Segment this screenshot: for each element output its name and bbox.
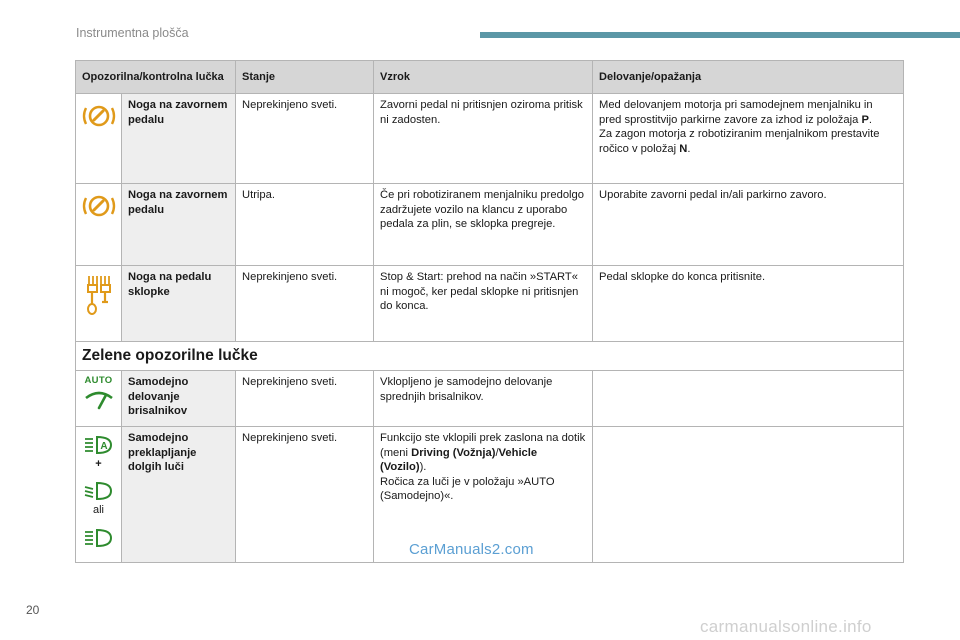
action-text: [593, 427, 904, 563]
column-header-cause: Vzrok: [374, 61, 593, 94]
page-number: 20: [26, 603, 40, 617]
state-text: Neprekinjeno sveti.: [236, 427, 374, 563]
state-text: Neprekinjeno sveti.: [236, 371, 374, 427]
footer-watermark: carmanualsonline.info: [700, 617, 872, 636]
menu-vehicle: Vehicle (Vozilo): [380, 446, 538, 474]
wiper-icon: [83, 390, 115, 410]
state-text: Utripa.: [236, 184, 374, 266]
low-beam-icon: [83, 481, 115, 501]
menu-slash: /: [495, 446, 499, 459]
icon-cell: [76, 184, 122, 266]
cause-line-3: Ročica za luči je v položaju »AUTO (Samodejno)«.: [380, 475, 555, 503]
cause-text: Zavorni pedal ni pritisnjen oziroma pritisk ni zadosten.: [374, 94, 593, 184]
icon-cell: [76, 371, 122, 427]
icon-cell: [76, 427, 122, 563]
header-accent-bar: [480, 32, 960, 38]
icon-cell: [76, 266, 122, 342]
gear-position-p: P: [861, 113, 869, 126]
action-line-2: Za zagon motorja z robotiziranim menjalnikom prestavite ročico v položaj: [599, 128, 880, 155]
warning-lights-table: [75, 60, 904, 563]
brake-pedal-foot-icon: [82, 192, 116, 220]
state-text: Neprekinjeno sveti.: [236, 266, 374, 342]
action-text: [593, 371, 904, 427]
cause-text: Če pri robotiziranem menjalniku predolgo zadržujete vozilo na klancu z uporabo pedala za plin, se sklopka pregreje.: [374, 184, 593, 266]
column-header-action: Delovanje/opažanja: [593, 61, 904, 94]
plus-sign: +: [95, 458, 102, 471]
cause-close: ).: [419, 461, 427, 474]
section-title: Zelene opozorilne lučke: [76, 342, 904, 371]
table-header-row: [76, 61, 904, 94]
section-row: [76, 342, 904, 371]
or-label: ali: [92, 504, 104, 517]
cause-text: Vklopljeno je samodejno delovanje sprednjih brisalnikov.: [374, 371, 593, 427]
auto-headlamp-icon: [83, 435, 115, 455]
cause-text: Stop & Start: prehod na način »START« ni mogoč, ker pedal sklopke ni pritisnjen do konca.: [374, 266, 593, 342]
clutch-pedal-foot-icon: [84, 272, 114, 318]
action-line-1: Med delovanjem motorja pri samodejnem menjalniku in pred sprostitvijo parkirne zavore za izhod iz položaja: [599, 99, 873, 126]
light-name: Samodejno delovanje brisalnikov: [122, 371, 236, 427]
light-name: Noga na zavornem pedalu: [122, 184, 236, 266]
light-name: Noga na pedalu sklopke: [122, 266, 236, 342]
column-header-state: Stanje: [236, 61, 374, 94]
column-header-light: Opozorilna/kontrolna lučka: [76, 61, 236, 94]
brake-pedal-foot-icon: [82, 102, 116, 130]
action-text: Med delovanjem motorja pri samodejnem menjalniku in pred sprostitvijo parkirne zavore za izhod iz položaja P. Za zagon motorja z robotiziranim menjalnikom prestavite ročico v položaj N.: [593, 94, 904, 184]
table-row: [76, 266, 904, 342]
action-text: Uporabite zavorni pedal in/ali parkirno zavoro.: [593, 184, 904, 266]
gear-position-n: N: [679, 142, 688, 155]
icon-cell: [76, 94, 122, 184]
cause-line-1: Funkcijo ste vklopili prek zaslona na dotik (meni: [380, 432, 586, 459]
svg-text:A: A: [99, 441, 108, 453]
watermark-link[interactable]: CarManuals2.com: [409, 541, 534, 558]
page-header-title: Instrumentna plošča: [76, 26, 189, 40]
state-text: Neprekinjeno sveti.: [236, 94, 374, 184]
action-text: Pedal sklopke do konca pritisnite.: [593, 266, 904, 342]
table-row: [76, 371, 904, 427]
table-row: [76, 94, 904, 184]
auto-label: AUTO: [84, 375, 113, 387]
light-name: Noga na zavornem pedalu: [122, 94, 236, 184]
table-row: [76, 184, 904, 266]
light-name: Samodejno preklapljanje dolgih luči: [122, 427, 236, 563]
high-beam-icon: [83, 528, 115, 548]
menu-driving: Driving (Vožnja): [411, 446, 496, 459]
